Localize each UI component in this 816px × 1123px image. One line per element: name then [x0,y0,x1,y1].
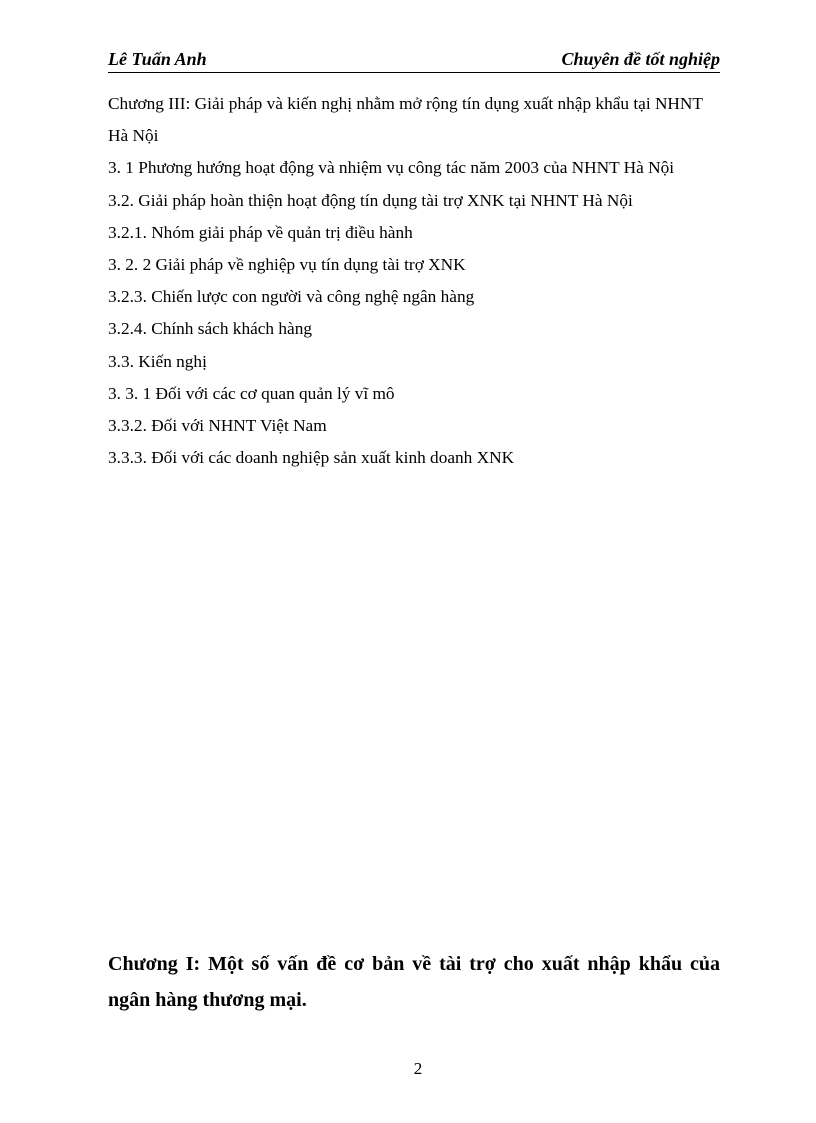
header-document-type: Chuyên đề tốt nghiệp [561,49,720,69]
page-header [108,46,720,73]
toc-entry-3-3-1: 3. 3. 1 Đối với các cơ quan quản lý vĩ mô [108,383,395,403]
toc-entry-3-2-1: 3.2.1. Nhóm giải pháp về quản trị điều hành [108,222,413,242]
toc-entry-3-2: 3.2. Giải pháp hoàn thiện hoạt động tín dụng tài trợ XNK tại NHNT Hà Nội [108,190,633,210]
toc-entry-chapter-3: Chương III: Giải pháp và kiến nghị nhằm mở rộng tín dụng xuất nhập khẩu tại NHNT Hà Nội [108,94,703,146]
toc-entry-3-2-2: 3. 2. 2 Giải pháp về nghiệp vụ tín dụng tài trợ XNK [108,255,466,275]
toc-entry-3-3: 3.3. Kiến nghị [108,351,207,371]
toc-entry-3-3-3: 3.3.3. Đối với các doanh nghiệp sản xuất kinh doanh XNK [108,448,515,468]
toc-entry-3-2-3: 3.2.3. Chiến lược con người và công nghệ ngân hàng [108,287,475,307]
toc-entry-3-2-4: 3.2.4. Chính sách khách hàng [108,319,312,339]
page-number: 2 [413,1059,423,1078]
toc-entry-3-3-2: 3.3.2. Đối với NHNT Việt Nam [108,416,327,436]
header-author: Lê Tuấn Anh [108,49,207,69]
toc-entry-3-1: 3. 1 Phương hướng hoạt động và nhiệm vụ công tác năm 2003 của NHNT Hà Nội [108,158,675,178]
table-of-contents [108,88,720,474]
chapter-heading: Chương I: Một số vấn đề cơ bản về tài trợ cho xuất nhập khẩu của ngân hàng thương mại. [108,953,720,1011]
